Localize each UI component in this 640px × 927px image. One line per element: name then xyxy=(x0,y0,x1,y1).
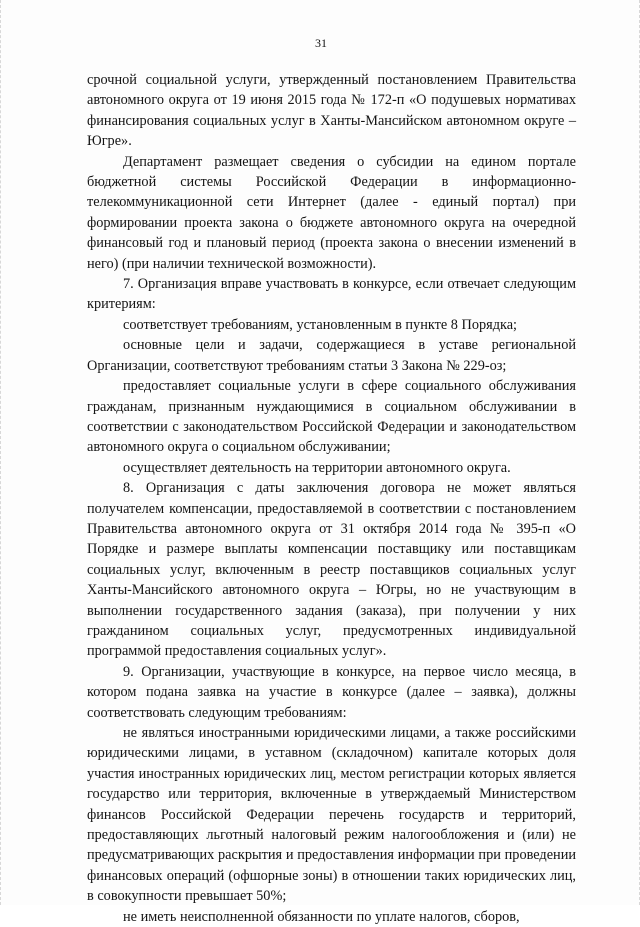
paragraph-8: 8. Организация с даты заключения договора не может являться получателем компенсации, предоставляемой в соответствии с постановлением Правительства автономного округа от 31 октября 2014 года № 395-п «О Порядке и размере выплаты компенсации поставщику или поставщикам социальных услуг, включенным в реестр поставщиков социальных услуг Ханты-Мансийского автономного округа – Югры, но не участвующим в выполнении государственного задания (заказа), при получении у них гражданином социальных услуг, предусмотренных индивидуальной программой предоставления социальных услуг». xyxy=(87,480,576,660)
paragraph-4: соответствует требованиям, установленным в пункте 8 Порядка; xyxy=(123,316,518,333)
paragraph-1: срочной социальной услуги, утвержденный постановлением Правительства автономного округа от 19 июня 2015 года № 172-п «О подушевых нормативах финансирования социальных услуг в Ханты-Мансийском автономном округе – Югре». xyxy=(87,72,576,150)
document-text xyxy=(87,70,576,927)
page-number: 31 xyxy=(315,36,327,50)
paragraph-3: 7. Организация вправе участвовать в конкурсе, если отвечает следующим критериям: xyxy=(87,276,576,313)
paragraph-9: 9. Организации, участвующие в конкурсе, на первое число месяца, в котором подана заявка на участие в конкурсе (далее – заявка), должны соответствовать следующим требованиям: xyxy=(87,663,576,721)
paragraph-10: не являться иностранными юридическими лицами, а также российскими юридическими лицами, в уставном (складочном) капитале которых доля участия иностранных юридических лиц, местом регистрации которых является государство или территория, включенные в утверждаемый Министерством финансов Российской Федерации перечень государств и территорий, предоставляющих льготный налоговый режим налогообложения и (или) не предусматривающих раскрытия и предоставления информации при проведении финансовых операций (офшорные зоны) в отношении таких юридических лиц, в совокупности превышает 50%; xyxy=(87,725,576,905)
paragraph-11: не иметь неисполненной обязанности по уплате налогов, сборов, xyxy=(123,908,520,925)
paragraph-7: осуществляет деятельность на территории автономного округа. xyxy=(123,459,511,476)
paragraph-2: Департамент размещает сведения о субсидии на едином портале бюджетной системы Российской Федерации в информационно-телекоммуникационной сети Интернет (далее - единый портал) при формировании проекта закона о бюджете автономного округа на очередной финансовый год и плановый период (проекта закона о внесении изменений в него) (при наличии технической возможности). xyxy=(87,153,576,272)
paragraph-6: предоставляет социальные услуги в сфере социального обслуживания гражданам, признанным нуждающимися в социальном обслуживании в соответствии с законодательством Российской Федерации и законодательством автономного округа о социальном обслуживании; xyxy=(87,378,576,456)
paragraph-5: основные цели и задачи, содержащиеся в уставе региональной Организации, соответствуют требованиям статьи 3 Закона № 229-оз; xyxy=(87,337,576,374)
